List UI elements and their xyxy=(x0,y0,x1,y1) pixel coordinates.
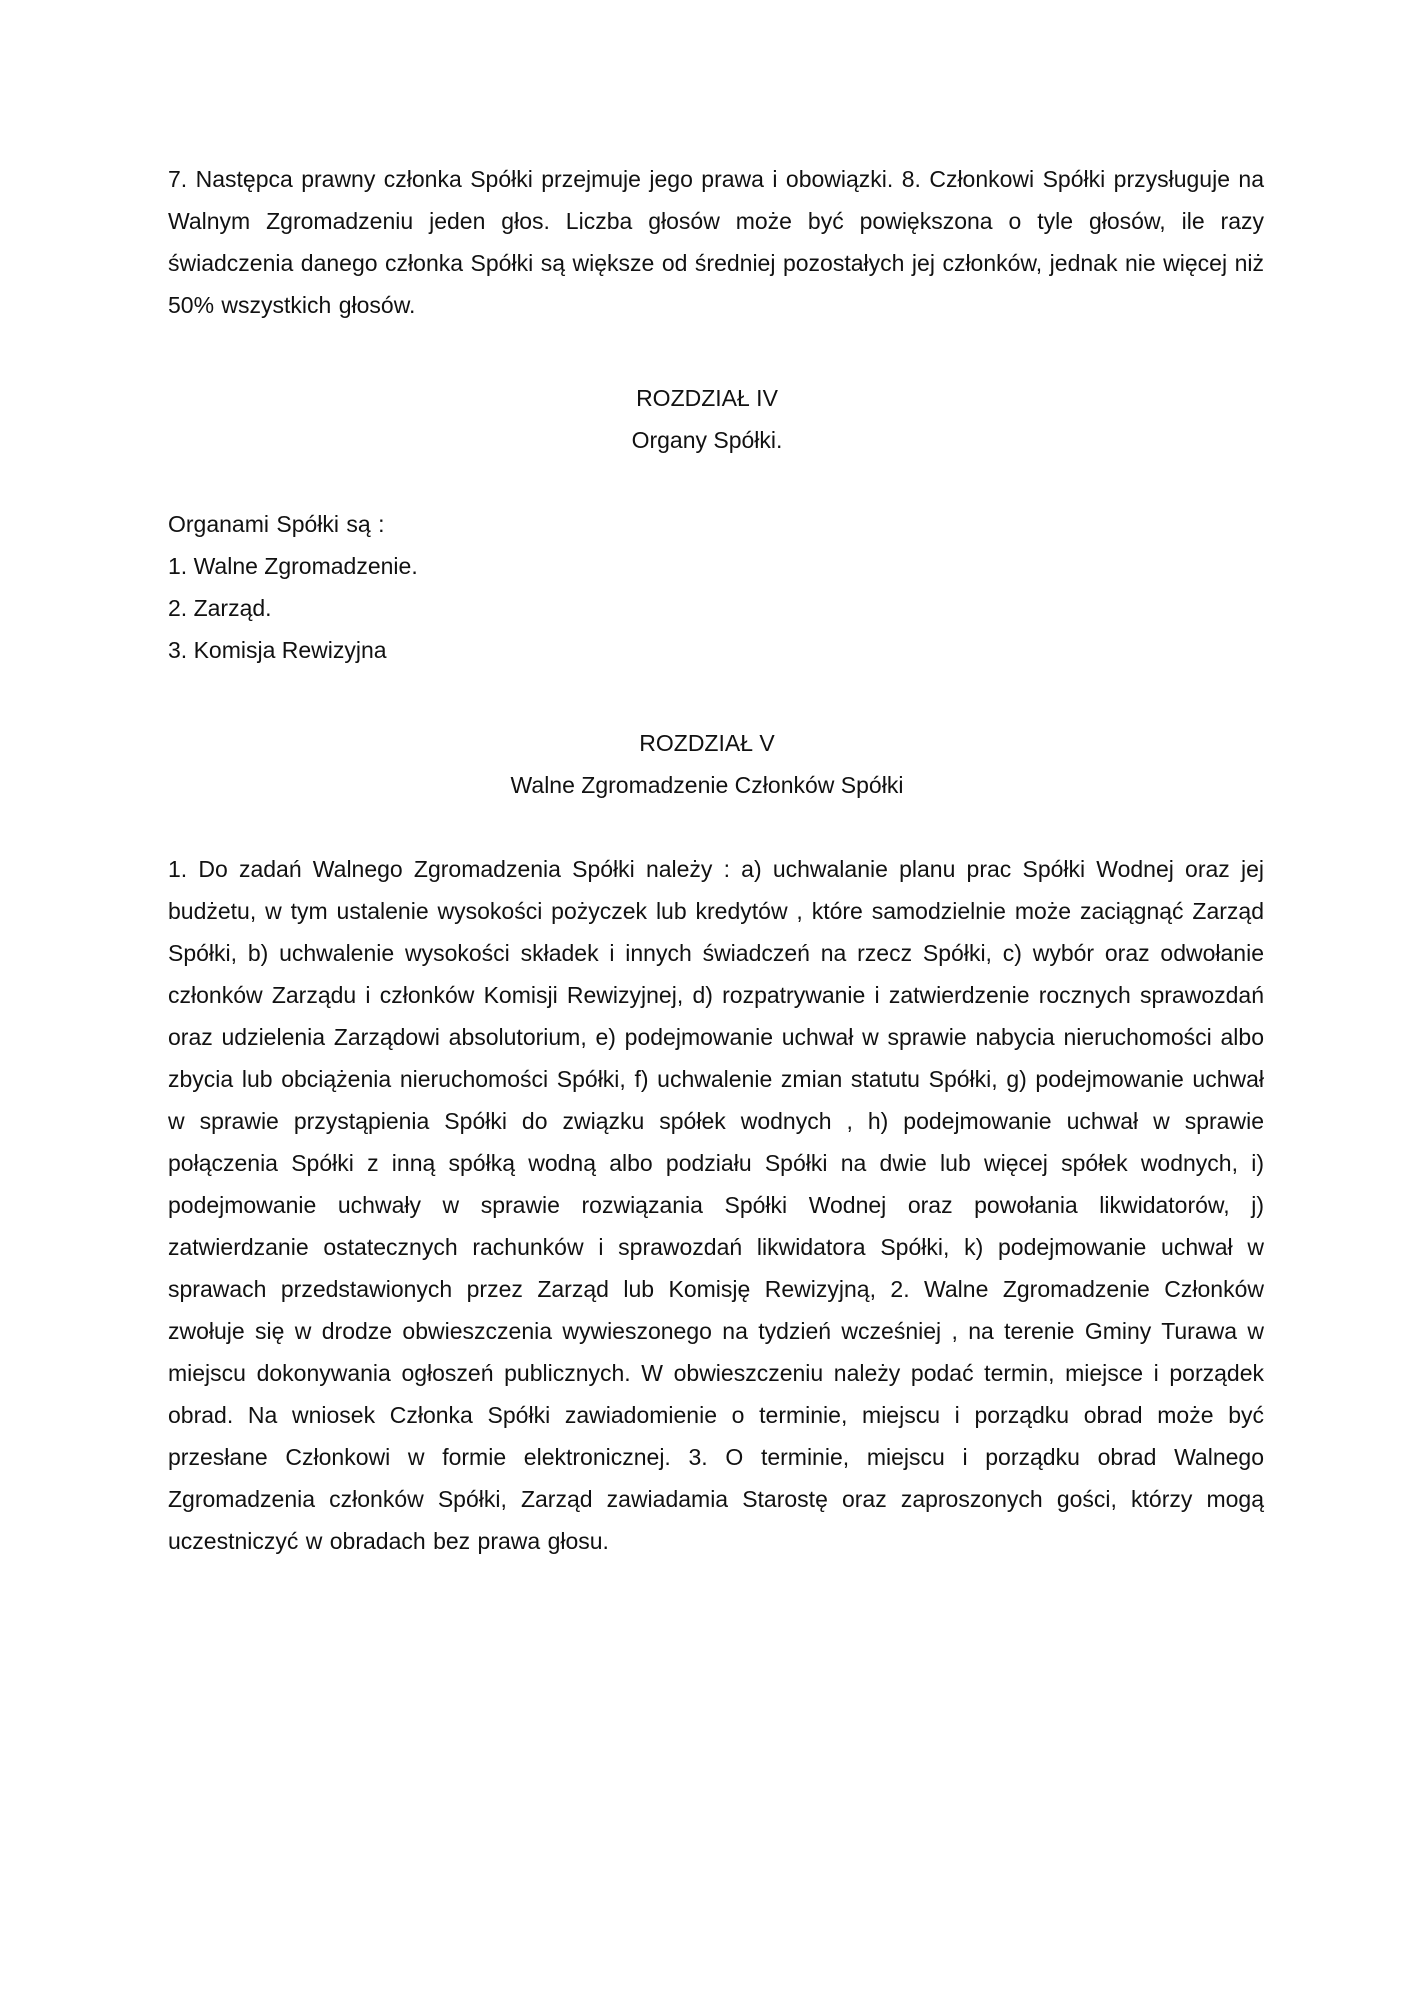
paragraph-voting-rights: 7. Następca prawny członka Spółki przejmuje jego prawa i obowiązki. 8. Członkowi Spółki przysługuje na Walnym Zgromadzeniu jeden głos. Liczba głosów może być powiększona o tyle głosów, ile razy świadczenia danego członka Spółki są większe od średniej pozostałych jej członków, jednak nie więcej niż 50% wszystkich głosów. xyxy=(168,166,1264,318)
paragraph-general-assembly-duties: 1. Do zadań Walnego Zgromadzenia Spółki należy : a) uchwalanie planu prac Spółki Wodnej oraz jej budżetu, w tym ustalenie wysokości pożyczek lub kredytów , które samodzielnie może zaciągnąć Zarząd Spółki, b) uchwalenie wysokości składek i innych świadczeń na rzecz Spółki, c) wybór oraz odwołanie członków Zarządu i członków Komisji Rewizyjnej, d) rozpatrywanie i zatwierdzenie rocznych sprawozdań oraz udzielenia Zarządowi absolutorium, e) podejmowanie uchwał w sprawie nabycia nieruchomości albo zbycia lub obciążenia nieruchomości Spółki, f) uchwalenie zmian statutu Spółki, g) podejmowanie uchwał w sprawie przystąpienia Spółki do związku spółek wodnych , h) podejmowanie uchwał w sprawie połączenia Spółki z inną spółką wodną albo podziału Spółki na dwie lub więcej spółek wodnych, i) podejmowanie uchwały w sprawie rozwiązania Spółki Wodnej oraz powołania likwidatorów, j) zatwierdzanie ostatecznych rachunków i sprawozdań likwidatora Spółki, k) podejmowanie uchwał w sprawach przedstawionych przez Zarząd lub Komisję Rewizyjną, 2. Walne Zgromadzenie Członków zwołuje się w drodze obwieszczenia wywieszonego na tydzień wcześniej , na terenie Gminy Turawa w miejscu dokonywania ogłoszeń publicznych. W obwieszczeniu należy podać termin, miejsce i porządek obrad. Na wniosek Członka Spółki zawiadomienie o terminie, miejscu i porządku obrad może być przesłane Członkowi w formie elektronicznej. 3. O terminie, miejscu i porządku obrad Walnego Zgromadzenia członków Spółki, Zarząd zawiadamia Starostę oraz zaproszonych gości, którzy mogą uczestniczyć w obradach bez prawa głosu. xyxy=(168,856,1264,1554)
chapter-5-title: Walne Zgromadzenie Członków Spółki xyxy=(510,772,904,798)
list-item: 2. Zarząd. xyxy=(168,595,272,621)
organs-list xyxy=(168,545,1068,671)
list-item: 1. Walne Zgromadzenie. xyxy=(168,553,418,579)
organs-intro: Organami Spółki są : xyxy=(168,511,385,537)
chapter-4-number: ROZDZIAŁ IV xyxy=(636,385,778,411)
chapter-5-number: ROZDZIAŁ V xyxy=(639,730,775,756)
chapter-4-title: Organy Spółki. xyxy=(631,427,783,453)
list-item: 3. Komisja Rewizyjna xyxy=(168,637,387,663)
